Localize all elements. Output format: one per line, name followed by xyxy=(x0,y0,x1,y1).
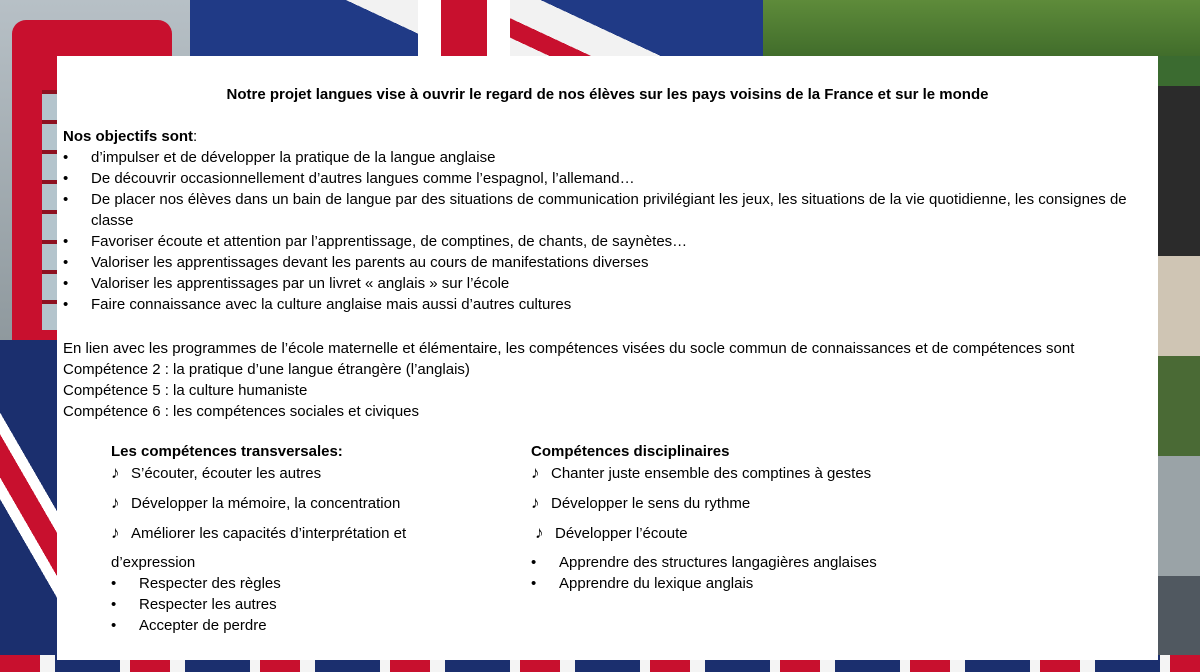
objectives-section xyxy=(63,126,1143,315)
competence-line: Compétence 2 : la pratique d’une langue étrangère (l’anglais) xyxy=(63,361,470,378)
list-item-wrap: d’expression xyxy=(111,554,196,571)
list-item: • Respecter les autres xyxy=(111,594,511,615)
list-item xyxy=(531,522,991,552)
union-jack-left-photo xyxy=(0,340,58,672)
competence-line: Compétence 5 : la culture humaniste xyxy=(63,382,308,399)
music-note-icon: ♪ xyxy=(531,493,540,512)
disciplinary-title: Compétences disciplinaires xyxy=(531,443,730,460)
list-item-text: Améliorer les capacités d’interprétation et xyxy=(131,525,407,542)
objectives-heading-text: Nos objectifs sont xyxy=(63,128,194,145)
list-item: • Valoriser les apprentissages par un livret « anglais » sur l’école xyxy=(63,273,1143,294)
list-item xyxy=(531,462,991,492)
list-item: • Accepter de perdre xyxy=(111,615,511,636)
list-item-text: Chanter juste ensemble des comptines à gestes xyxy=(551,465,872,482)
list-item: • De placer nos élèves dans un bain de langue par des situations de communication privilégiant les jeux, les situations de la vie quotidienne, les consignes de classe xyxy=(63,189,1143,231)
list-item: • Respecter des règles xyxy=(111,573,511,594)
objectives-heading xyxy=(63,126,1143,147)
music-note-icon: ♪ xyxy=(531,463,540,482)
list-item: • De découvrir occasionnellement d’autres langues comme l’espagnol, l’allemand… xyxy=(63,168,1143,189)
music-note-icon: ♪ xyxy=(111,463,120,482)
competences-intro: En lien avec les programmes de l’école maternelle et élémentaire, les compétences visées du socle commun de connaissances et de compétences sont xyxy=(63,340,1075,357)
competence-line: Compétence 6 : les compétences sociales et civiques xyxy=(63,403,420,420)
list-item-text: Développer la mémoire, la concentration xyxy=(131,495,401,512)
list-item xyxy=(531,492,991,522)
objectives-list xyxy=(63,147,1143,315)
music-note-icon: ♪ xyxy=(111,493,120,512)
london-street-photo xyxy=(763,0,1200,60)
objectives-heading-colon: : xyxy=(193,128,198,145)
competences-paragraph xyxy=(63,338,1153,422)
list-item xyxy=(111,492,511,522)
list-item: • Valoriser les apprentissages devant les parents au cours de manifestations diverses xyxy=(63,252,1143,273)
list-item-text: S’écouter, écouter les autres xyxy=(131,465,322,482)
transversal-competences-column xyxy=(111,441,511,636)
disciplinary-bullets xyxy=(531,552,991,594)
london-right-photo xyxy=(1155,56,1200,672)
list-item xyxy=(111,462,511,492)
disciplinary-competences-column xyxy=(531,441,991,594)
list-item-text: Développer l’écoute xyxy=(555,525,688,542)
list-item: • Faire connaissance avec la culture anglaise mais aussi d’autres cultures xyxy=(63,294,1143,315)
music-note-icon: ♪ xyxy=(535,523,544,542)
list-item xyxy=(111,522,511,552)
list-item: • Apprendre du lexique anglais xyxy=(531,573,991,594)
union-jack-top-photo xyxy=(188,0,763,56)
music-note-icon: ♪ xyxy=(111,523,120,542)
page-title: Notre projet langues vise à ouvrir le regard de nos élèves sur les pays voisins de la France et sur le monde xyxy=(226,86,989,103)
content-card xyxy=(57,56,1158,660)
list-item: • d’impulser et de développer la pratique de la langue anglaise xyxy=(63,147,1143,168)
list-item: • Favoriser écoute et attention par l’apprentissage, de comptines, de chants, de saynètes… xyxy=(63,231,1143,252)
transversal-title: Les compétences transversales: xyxy=(111,443,343,460)
transversal-bullets xyxy=(111,573,511,636)
list-item-text: Développer le sens du rythme xyxy=(551,495,751,512)
list-item: • Apprendre des structures langagières anglaises xyxy=(531,552,991,573)
